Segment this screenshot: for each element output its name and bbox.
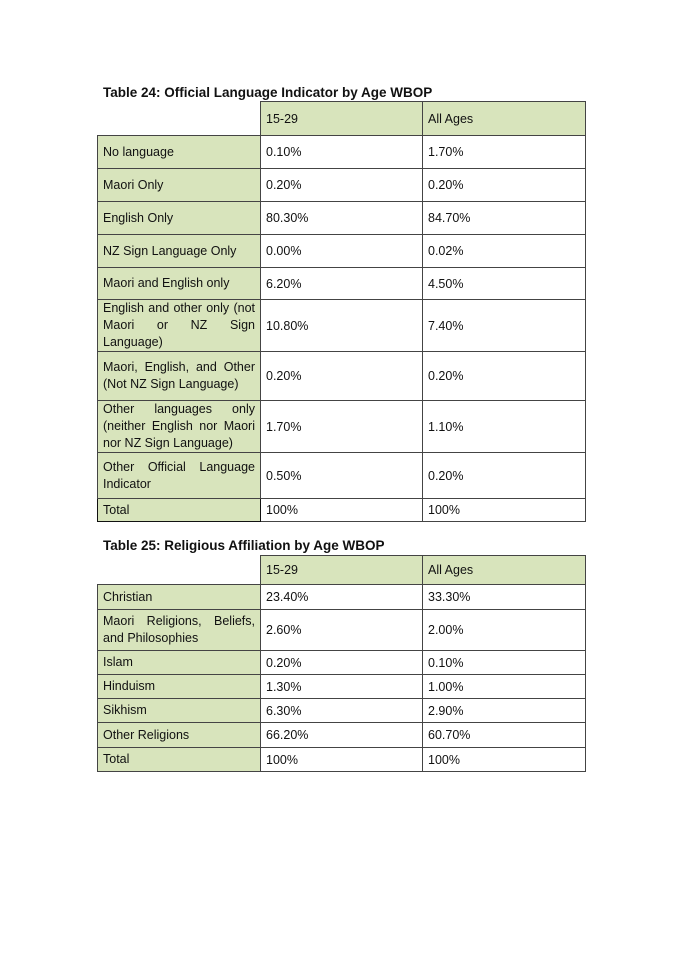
table-header-row <box>98 556 586 585</box>
row-label: Maori and English only <box>98 268 261 300</box>
header-15-29: 15-29 <box>261 556 423 585</box>
value-all-ages: 2.00% <box>423 610 586 651</box>
value-15-29: 10.80% <box>261 300 423 352</box>
value-all-ages: 33.30% <box>423 585 586 610</box>
table-24-caption: Table 24: Official Language Indicator by Age WBOP <box>103 85 433 100</box>
value-all-ages: 4.50% <box>423 268 586 300</box>
row-label: Christian <box>98 585 261 610</box>
value-15-29: 6.20% <box>261 268 423 300</box>
value-15-29: 1.70% <box>261 401 423 453</box>
value-15-29: 23.40% <box>261 585 423 610</box>
value-all-ages: 0.20% <box>423 169 586 202</box>
table-row <box>98 651 586 675</box>
row-label: Sikhism <box>98 699 261 723</box>
header-all-ages: All Ages <box>423 556 586 585</box>
table-row <box>98 723 586 748</box>
table-row <box>98 401 586 453</box>
table-row <box>98 268 586 300</box>
row-label: Other languages only (neither English nor Maori nor NZ Sign Language) <box>98 401 261 453</box>
table-row <box>98 675 586 699</box>
value-15-29: 0.50% <box>261 453 423 499</box>
value-15-29: 6.30% <box>261 699 423 723</box>
total-all-ages: 100% <box>423 748 586 772</box>
row-label: Hinduism <box>98 675 261 699</box>
row-label: Islam <box>98 651 261 675</box>
table-row <box>98 453 586 499</box>
value-15-29: 80.30% <box>261 202 423 235</box>
header-15-29: 15-29 <box>261 102 423 136</box>
total-row <box>98 748 586 772</box>
value-all-ages: 0.02% <box>423 235 586 268</box>
row-label: No language <box>98 136 261 169</box>
table-row <box>98 202 586 235</box>
table-row <box>98 136 586 169</box>
table-row <box>98 585 586 610</box>
value-15-29: 0.00% <box>261 235 423 268</box>
total-label: Total <box>98 499 261 522</box>
value-15-29: 0.20% <box>261 352 423 401</box>
value-15-29: 66.20% <box>261 723 423 748</box>
table-25-caption: Table 25: Religious Affiliation by Age WBOP <box>103 538 385 553</box>
value-15-29: 0.20% <box>261 169 423 202</box>
value-all-ages: 84.70% <box>423 202 586 235</box>
value-all-ages: 1.10% <box>423 401 586 453</box>
value-all-ages: 60.70% <box>423 723 586 748</box>
row-label: Maori Religions, Beliefs, and Philosophies <box>98 610 261 651</box>
language-indicator-table <box>97 101 586 522</box>
header-all-ages: All Ages <box>423 102 586 136</box>
row-label: Other Official Language Indicator <box>98 453 261 499</box>
total-all-ages: 100% <box>423 499 586 522</box>
table-row <box>98 352 586 401</box>
total-row <box>98 499 586 522</box>
value-all-ages: 7.40% <box>423 300 586 352</box>
table-header-row <box>98 102 586 136</box>
value-15-29: 0.10% <box>261 136 423 169</box>
total-15-29: 100% <box>261 499 423 522</box>
table-row <box>98 169 586 202</box>
total-15-29: 100% <box>261 748 423 772</box>
row-label: NZ Sign Language Only <box>98 235 261 268</box>
value-all-ages: 2.90% <box>423 699 586 723</box>
value-15-29: 2.60% <box>261 610 423 651</box>
header-empty-cell <box>98 102 261 136</box>
row-label: English Only <box>98 202 261 235</box>
table-row <box>98 699 586 723</box>
row-label: Other Religions <box>98 723 261 748</box>
header-empty-cell <box>98 556 261 585</box>
value-all-ages: 0.20% <box>423 453 586 499</box>
religious-affiliation-table <box>97 555 586 772</box>
value-all-ages: 0.10% <box>423 651 586 675</box>
value-15-29: 0.20% <box>261 651 423 675</box>
total-label: Total <box>98 748 261 772</box>
row-label: Maori Only <box>98 169 261 202</box>
row-label: Maori, English, and Other (Not NZ Sign Language) <box>98 352 261 401</box>
value-all-ages: 0.20% <box>423 352 586 401</box>
row-label: English and other only (not Maori or NZ Sign Language) <box>98 300 261 352</box>
table-row <box>98 610 586 651</box>
value-all-ages: 1.70% <box>423 136 586 169</box>
value-all-ages: 1.00% <box>423 675 586 699</box>
value-15-29: 1.30% <box>261 675 423 699</box>
table-row <box>98 300 586 352</box>
table-row <box>98 235 586 268</box>
